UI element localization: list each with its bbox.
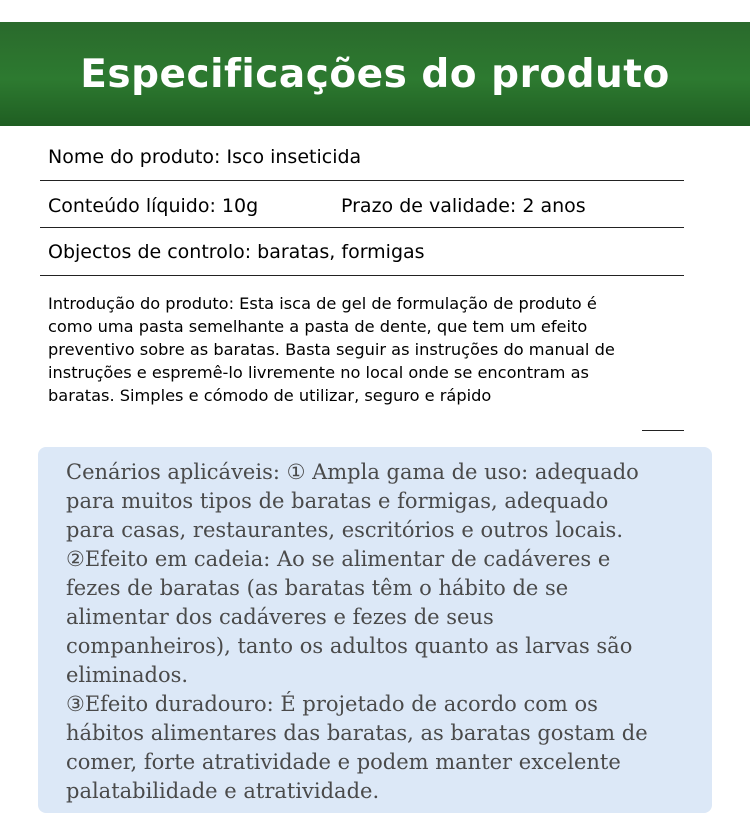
scenarios-text <box>66 458 706 806</box>
scenario-line: Cenários aplicáveis: ① Ampla gama de uso: adequado <box>66 460 639 484</box>
scenario-line: ③Efeito duradouro: É projetado de acordo com os <box>66 692 598 716</box>
product-introduction <box>48 292 688 407</box>
divider <box>40 180 684 181</box>
shelf-life: Prazo de validade: 2 anos <box>341 195 586 217</box>
scenario-line: fezes de baratas (as baratas têm o hábito de se <box>66 576 569 600</box>
scenario-line: alimentar dos cadáveres e fezes de seus <box>66 605 494 629</box>
intro-line: Introdução do produto: Esta isca de gel de formulação de produto é <box>48 294 597 313</box>
scenario-line: para casas, restaurantes, escritórios e outros locais. <box>66 518 624 542</box>
scenario-line: eliminados. <box>66 663 189 687</box>
page-title: Especificações do produto <box>80 51 670 97</box>
short-divider <box>642 430 684 431</box>
scenario-line: palatabilidade e atratividade. <box>66 779 380 803</box>
control-targets: Objectos de controlo: baratas, formigas <box>48 241 425 263</box>
divider <box>40 227 684 228</box>
net-content: Conteúdo líquido: 10g <box>48 195 259 217</box>
divider <box>40 275 684 276</box>
scenario-line: hábitos alimentares das baratas, as baratas gostam de <box>66 721 648 745</box>
scenario-line: ②Efeito em cadeia: Ao se alimentar de cadáveres e <box>66 547 611 571</box>
intro-line: como uma pasta semelhante a pasta de dente, que tem um efeito <box>48 317 588 336</box>
product-name: Nome do produto: Isco inseticida <box>48 146 362 168</box>
intro-line: baratas. Simples e cómodo de utilizar, seguro e rápido <box>48 386 492 405</box>
scenario-line: comer, forte atratividade e podem manter excelente <box>66 750 621 774</box>
top-margin <box>0 0 750 22</box>
header-banner <box>0 22 750 126</box>
intro-line: instruções e espremê-lo livremente no local onde se encontram as <box>48 363 589 382</box>
intro-line: preventivo sobre as baratas. Basta seguir as instruções do manual de <box>48 340 615 359</box>
scenario-line: companheiros), tanto os adultos quanto as larvas são <box>66 634 633 658</box>
scenario-line: para muitos tipos de baratas e formigas, adequado <box>66 489 609 513</box>
